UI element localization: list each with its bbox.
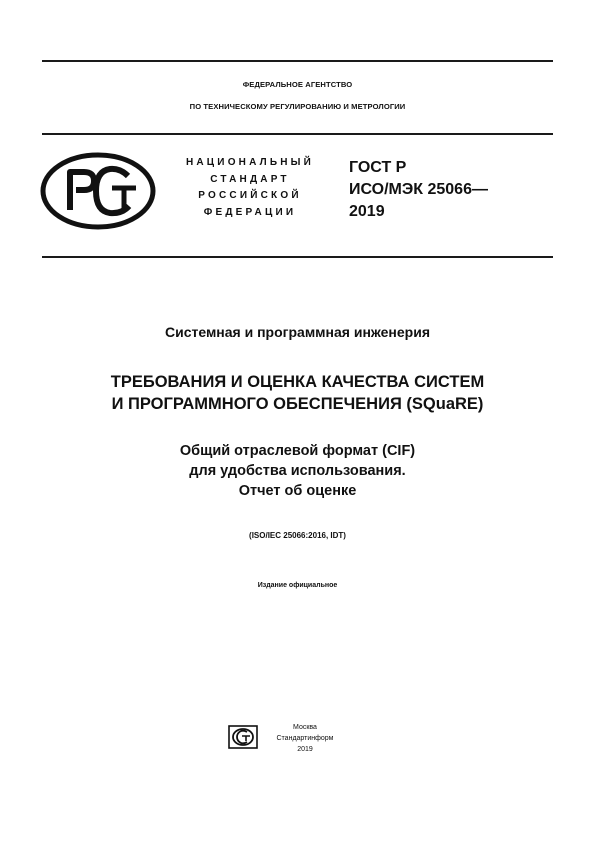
sub-title-line-3: Отчет об оценке (238, 483, 357, 499)
standard-designation (349, 157, 488, 223)
main-title-line-1: ТРЕБОВАНИЯ И ОЦЕНКА КАЧЕСТВА СИСТЕМ (110, 373, 485, 391)
agency-line-1: ФЕДЕРАЛЬНОЕ АГЕНТСТВО (242, 80, 353, 89)
standard-line-3: РОССИЙСКОЙ (198, 190, 302, 201)
designation-rule (42, 256, 553, 258)
designation-line-3: 2019 (349, 203, 385, 220)
gost-r-logo-icon (40, 152, 156, 230)
agency-line-2: ПО ТЕХНИЧЕСКОМУ РЕГУЛИРОВАНИЮ И МЕТРОЛОГИИ (189, 102, 406, 111)
standartinform-logo-icon (228, 725, 258, 749)
publisher-block (262, 722, 348, 755)
sub-title-line-1: Общий отраслевой формат (CIF) (179, 443, 416, 459)
edition-label: Издание официальное (257, 582, 338, 589)
publisher-city: Москва (293, 724, 317, 731)
standard-line-4: ФЕДЕРАЦИИ (203, 206, 297, 218)
main-title (0, 371, 595, 415)
sub-title (0, 441, 595, 501)
publisher-year: 2019 (297, 746, 313, 753)
standard-type (160, 155, 340, 221)
iso-reference: (ISO/IEC 25066:2016, IDT) (249, 531, 346, 540)
sub-title-line-2: для удобства использования. (189, 463, 406, 479)
standard-line-1: НАЦИОНАЛЬНЫЙ (185, 157, 315, 168)
header-rule (42, 133, 553, 135)
main-title-line-2: И ПРОГРАММНОГО ОБЕСПЕЧЕНИЯ (SQuaRE) (111, 395, 484, 413)
designation-line-1: ГОСТ Р (349, 159, 407, 176)
top-rule (42, 60, 553, 62)
publisher-name: Стандартинформ (276, 735, 334, 742)
standard-line-2: СТАНДАРТ (210, 173, 290, 185)
designation-line-2: ИСО/МЭК 25066— (349, 181, 488, 198)
subject-heading: Системная и программная инженерия (164, 324, 430, 340)
